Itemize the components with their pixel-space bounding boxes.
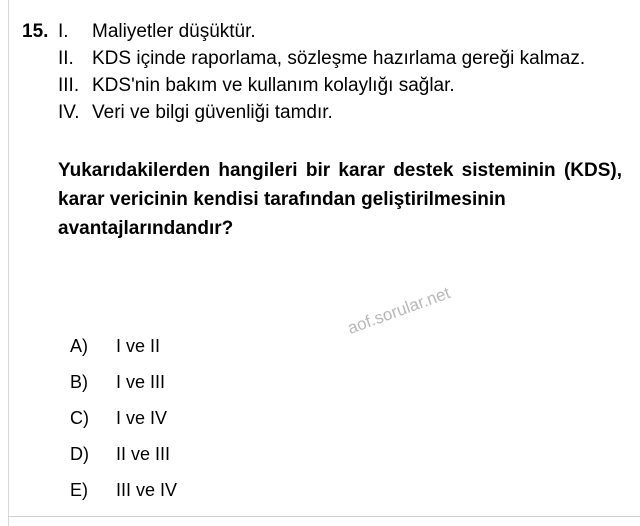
option-text: I ve IV: [116, 408, 168, 428]
watermark-center: aof.sorular.net: [345, 283, 453, 338]
option-text: I ve III: [116, 372, 166, 392]
option-d[interactable]: [70, 436, 177, 472]
option-a[interactable]: [70, 328, 177, 364]
roman-text: Maliyetler düşüktür.: [92, 21, 256, 42]
option-b[interactable]: [70, 364, 177, 400]
answer-options: [70, 328, 177, 508]
roman-label: I.: [58, 21, 69, 42]
question-header: [22, 18, 622, 243]
option-letter: B): [70, 372, 88, 392]
option-c[interactable]: [70, 400, 177, 436]
option-text: I ve II: [116, 336, 161, 356]
roman-text: KDS'nin bakım ve kullanım kolaylığı sağlar.: [92, 75, 455, 96]
option-text: III ve IV: [116, 480, 178, 500]
roman-label: III.: [58, 75, 80, 96]
question-body: [58, 18, 622, 243]
list-item: [58, 72, 622, 99]
option-e[interactable]: [70, 472, 177, 508]
question-stem-tail: avantajlarındandır?: [58, 218, 234, 239]
question-stem: [58, 156, 622, 243]
roman-statement-list: [58, 18, 622, 126]
question-stem-main: Yukarıdakilerden hangileri bir karar destek sisteminin (KDS), karar vericinin kendisi tarafından geliştirilmesinin: [58, 160, 622, 210]
roman-label: II.: [58, 48, 74, 69]
list-item: [58, 99, 622, 126]
bottom-border-rule: [8, 516, 640, 517]
option-text: II ve III: [116, 444, 171, 464]
roman-text: KDS içinde raporlama, sözleşme hazırlama gereği kalmaz.: [92, 48, 586, 69]
option-letter: C): [70, 408, 89, 428]
option-letter: E): [70, 480, 88, 500]
left-border-rule: [8, 0, 9, 526]
list-item: [58, 45, 622, 72]
option-letter: A): [70, 336, 88, 356]
option-letter: D): [70, 444, 89, 464]
list-item: [58, 18, 622, 45]
question-block: [22, 18, 622, 243]
question-number: 15.: [22, 21, 49, 42]
roman-text: Veri ve bilgi güvenliği tamdır.: [92, 102, 333, 123]
roman-label: IV.: [58, 102, 80, 123]
